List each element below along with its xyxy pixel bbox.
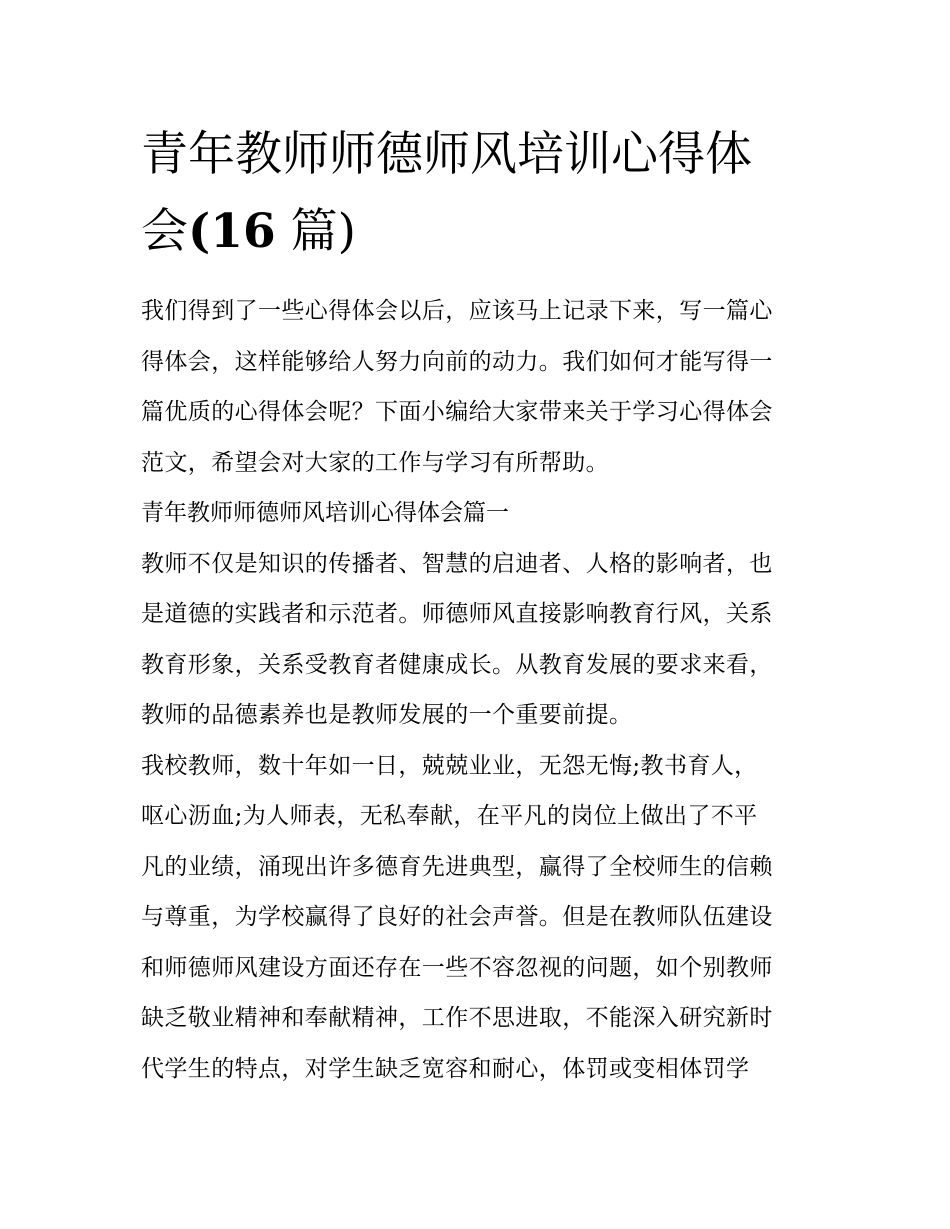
intro-line: 范文，希望会对大家的工作与学习有所帮助。 bbox=[141, 449, 609, 476]
intro-line: 篇优质的心得体会呢？下面小编给大家带来关于学习心得体会 bbox=[141, 399, 773, 425]
paragraph-line: 缺乏敬业精神和奉献精神，工作不思进取，不能深入研究新时 bbox=[141, 1005, 773, 1031]
intro-paragraph bbox=[141, 286, 813, 488]
body-paragraph-2 bbox=[141, 741, 813, 1095]
title-line-2-suffix: 篇) bbox=[275, 204, 356, 259]
intro-line: 我们得到了一些心得体会以后，应该马上记录下来，写一篇心 bbox=[141, 298, 773, 324]
paragraph-line: 教师不仅是知识的传播者、智慧的启迪者、人格的影响者，也 bbox=[141, 550, 773, 577]
title-line-2 bbox=[141, 193, 813, 270]
paragraph-line: 凡的业绩，涌现出许多德育先进典型，赢得了全校师生的信赖 bbox=[141, 853, 773, 880]
intro-line: 得体会，这样能够给人努力向前的动力。我们如何才能写得一 bbox=[141, 348, 773, 375]
document-content bbox=[141, 116, 813, 1094]
document-title bbox=[141, 116, 813, 270]
paragraph-line: 教育形象，关系受教育者健康成长。从教育发展的要求来看， bbox=[141, 651, 773, 678]
paragraph-line: 和师德师风建设方面还存在一些不容忽视的问题，如个别教师 bbox=[141, 954, 773, 981]
section-heading: 青年教师师德师风培训心得体会篇一 bbox=[141, 500, 509, 526]
paragraph-line: 是道德的实践者和示范者。师德师风直接影响教育行风，关系 bbox=[141, 601, 773, 627]
title-line-2-count: (16 bbox=[188, 204, 276, 259]
paragraph-line: 我校教师，数十年如一日，兢兢业业，无怨无悔;教书育人， bbox=[141, 752, 758, 779]
paragraph-line: 呕心沥血;为人师表，无私奉献，在平凡的岗位上做出了不平 bbox=[141, 803, 758, 829]
title-line-2-prefix: 会 bbox=[141, 204, 188, 259]
title-line-1: 青年教师师德师风培训心得体 bbox=[141, 127, 752, 182]
paragraph-line: 教师的品德素养也是教师发展的一个重要前提。 bbox=[141, 702, 633, 728]
body-paragraph-1 bbox=[141, 539, 813, 741]
paragraph-line: 代学生的特点，对学生缺乏宽容和耐心，体罚或变相体罚学 bbox=[141, 1055, 750, 1082]
paragraph-line: 与尊重，为学校赢得了良好的社会声誉。但是在教师队伍建设 bbox=[141, 904, 773, 930]
